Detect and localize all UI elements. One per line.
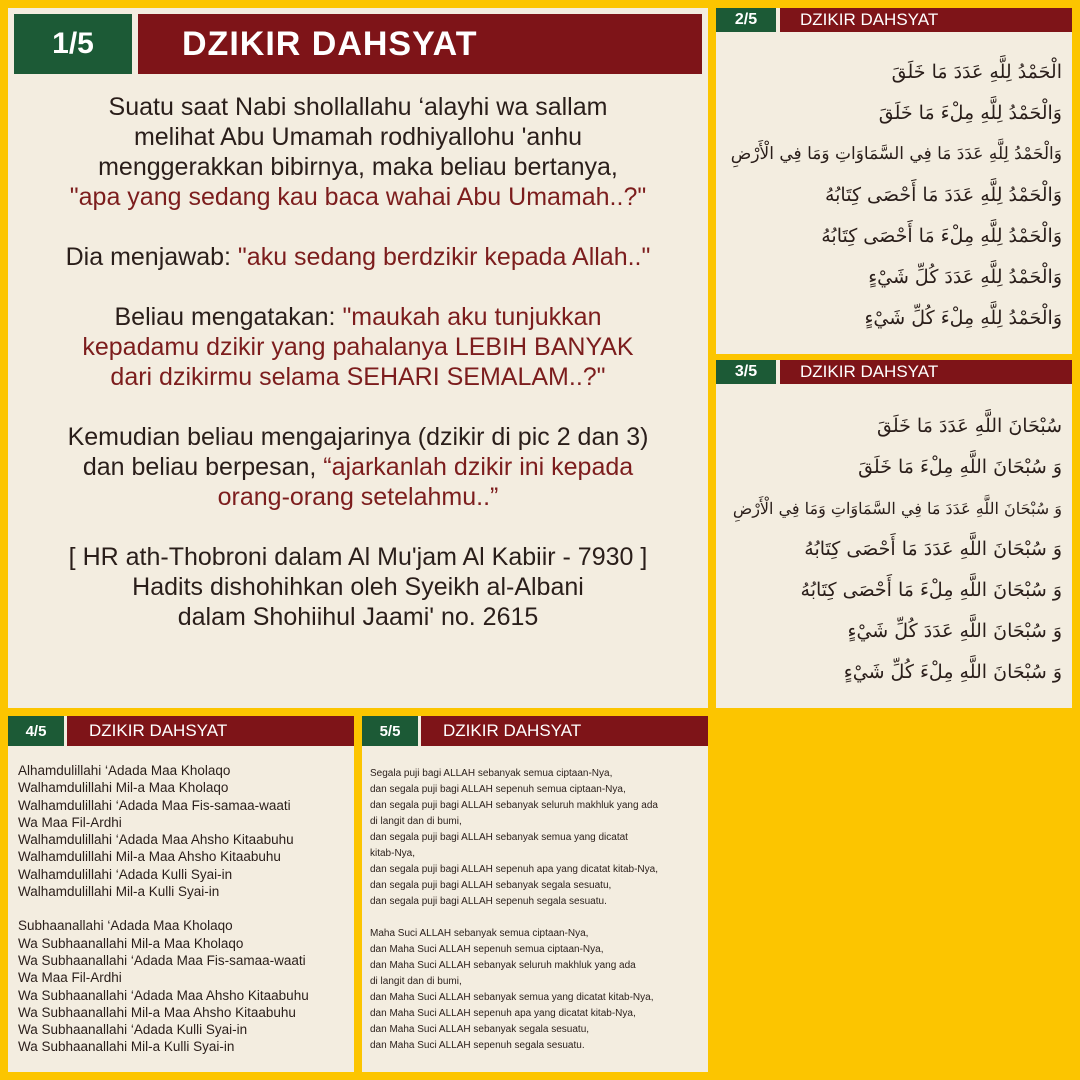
reference-line: dalam Shohiihul Jaami' no. 2615: [177, 603, 539, 631]
translation-line: dan Maha Suci ALLAH sepenuh segala sesuatu.: [370, 1040, 585, 1051]
quote-line: kepadamu dzikir yang pahalanya LEBIH BANYAK: [82, 333, 634, 361]
translation-line: kitab-Nya,: [370, 848, 416, 859]
translation-line: di langit dan di bumi,: [370, 816, 462, 827]
text-line: melihat Abu Umamah rodhiyallohu 'anhu: [133, 123, 583, 151]
panel-number: 5/5: [362, 716, 418, 746]
transliteration-line: Wa Subhaanallahi Mil-a Maa Ahsho Kitaabuhu: [18, 1004, 296, 1020]
translation-line: Maha Suci ALLAH sebanyak semua ciptaan-Nya,: [370, 928, 589, 939]
arabic-line: وَالْحَمْدُ لِلَّهِ مِلْءَ كُلِّ شَيْءٍ: [864, 307, 1062, 329]
arabic-line: وَالْحَمْدُ لِلَّهِ عَدَدَ كُلِّ شَيْءٍ: [868, 266, 1062, 288]
lead-text: Dia menjawab:: [65, 243, 238, 271]
translation-line: dan Maha Suci ALLAH sebanyak segala sesuatu,: [370, 1024, 590, 1035]
panel-5: [362, 716, 708, 1072]
panel-title: DZIKIR DAHSYAT: [67, 716, 354, 746]
arabic-line: وَالْحَمْدُ لِلَّهِ مِلْءَ مَا خَلَقَ: [878, 102, 1062, 124]
translation-line: dan segala puji bagi ALLAH sebanyak seluruh makhluk yang ada: [370, 800, 658, 811]
spacer: [18, 212, 698, 242]
transliteration-line: Walhamdulillahi ‘Adada Maa Fis-samaa-waati: [18, 797, 291, 813]
quote-text: "aku sedang berdzikir kepada Allah..": [237, 243, 651, 271]
transliteration-line: Alhamdulillahi ‘Adada Maa Kholaqo: [18, 763, 231, 778]
spacer: [18, 512, 698, 542]
arabic-line: وَالْحَمْدُ لِلَّهِ مِلْءَ مَا أَحْصَى كِتَابُهُ: [821, 225, 1062, 247]
panel-1: [8, 8, 708, 708]
arabic-line: وَ سُبْحَانَ اللَّهِ مِلْءَ كُلِّ شَيْءٍ: [843, 661, 1062, 683]
panel-title: DZIKIR DAHSYAT: [780, 360, 1072, 384]
arabic-line: وَ سُبْحَانَ اللَّهِ مِلْءَ مَا أَحْصَى كِتَابُهُ: [800, 579, 1062, 601]
translation-line: dan segala puji bagi ALLAH sepenuh apa yang dicatat kitab-Nya,: [370, 864, 658, 875]
translation-line: dan Maha Suci ALLAH sepenuh apa yang dicatat kitab-Nya,: [370, 1008, 636, 1019]
arabic-line: وَ سُبْحَانَ اللَّهِ عَدَدَ مَا فِي السَّمَاوَاتِ وَمَا فِي الْأَرْضِ: [732, 499, 1062, 518]
arabic-dhikr-list: [720, 406, 1062, 693]
panel-title: DZIKIR DAHSYAT: [780, 8, 1072, 32]
panel-1-content: [18, 92, 698, 632]
transliteration-line: Walhamdulillahi ‘Adada Maa Ahsho Kitaabuhu: [18, 832, 294, 848]
arabic-line: وَ سُبْحَانَ اللَّهِ مِلْءَ مَا خَلَقَ: [858, 456, 1062, 478]
transliteration-line: Wa Maa Fil-Ardhi: [18, 814, 122, 830]
text-line: [18, 302, 698, 332]
translation-line: dan segala puji bagi ALLAH sepenuh segala sesuatu.: [370, 896, 607, 907]
translation-line: di langit dan di bumi,: [370, 976, 462, 987]
panel-4: [8, 716, 354, 1072]
translation-list: [370, 766, 658, 1054]
text-line: Suatu saat Nabi shollallahu ‘alayhi wa sallam: [108, 93, 608, 121]
transliteration-list: [18, 762, 309, 1056]
transliteration-line: Subhaanallahi ‘Adada Maa Kholaqo: [18, 918, 233, 934]
translation-line: dan Maha Suci ALLAH sebanyak semua yang dicatat kitab-Nya,: [370, 992, 654, 1003]
panel-2: [716, 8, 1072, 354]
lead-text: dan beliau berpesan,: [82, 453, 324, 481]
panel-title: DZIKIR DAHSYAT: [138, 14, 702, 74]
transliteration-line: Walhamdulillahi Mil-a Maa Ahsho Kitaabuhu: [18, 849, 281, 865]
spacer: [18, 392, 698, 422]
arabic-line: سُبْحَانَ اللَّهِ عَدَدَ مَا خَلَقَ: [877, 415, 1062, 437]
reference-line: Hadits dishohihkan oleh Syeikh al-Albani: [132, 573, 584, 601]
transliteration-line: Wa Subhaanallahi ‘Adada Maa Ahsho Kitaabuhu: [18, 987, 309, 1003]
translation-line: dan Maha Suci ALLAH sebanyak seluruh makhluk yang ada: [370, 960, 636, 971]
arabic-line: وَ سُبْحَانَ اللَّهِ عَدَدَ مَا أَحْصَى كِتَابُهُ: [804, 538, 1062, 560]
panel-number: 3/5: [716, 360, 776, 384]
panel-number: 1/5: [14, 14, 132, 74]
text-line: [18, 452, 698, 482]
reference-line: [ HR ath-Thobroni dalam Al Mu'jam Al Kabiir - 7930 ]: [68, 543, 648, 571]
quote-line: dari dzikirmu selama SEHARI SEMALAM..?": [110, 363, 606, 391]
transliteration-line: Wa Subhaanallahi ‘Adada Kulli Syai-in: [18, 1022, 248, 1038]
transliteration-line: Wa Subhaanallahi Mil-a Kulli Syai-in: [18, 1039, 235, 1055]
spacer: [18, 272, 698, 302]
quote-text: “ajarkanlah dzikir ini kepada: [323, 453, 634, 481]
spacer: [18, 900, 309, 917]
panel-title: DZIKIR DAHSYAT: [421, 716, 708, 746]
quote-line: orang-orang setelahmu..”: [217, 483, 499, 511]
panel-number: 2/5: [716, 8, 776, 32]
panel-1-header: [14, 14, 702, 74]
quote-text: "maukah aku tunjukkan: [342, 303, 602, 331]
text-line: [18, 242, 698, 272]
transliteration-line: Walhamdulillahi Mil-a Maa Kholaqo: [18, 780, 229, 796]
translation-line: Segala puji bagi ALLAH sebanyak semua ciptaan-Nya,: [370, 768, 613, 779]
transliteration-line: Walhamdulillahi Mil-a Kulli Syai-in: [18, 884, 220, 900]
transliteration-line: Wa Subhaanallahi ‘Adada Maa Fis-samaa-waati: [18, 952, 306, 968]
arabic-dhikr-list: [720, 52, 1062, 339]
arabic-line: وَالْحَمْدُ لِلَّهِ عَدَدَ مَا فِي السَّمَاوَاتِ وَمَا فِي الْأَرْضِ: [730, 144, 1062, 164]
quote-line: "apa yang sedang kau baca wahai Abu Umamah..?": [69, 183, 647, 211]
text-line: Kemudian beliau mengajarinya (dzikir di pic 2 dan 3): [67, 423, 649, 451]
arabic-line: وَ سُبْحَانَ اللَّهِ عَدَدَ كُلِّ شَيْءٍ: [847, 620, 1062, 642]
panel-4-header: [8, 716, 354, 746]
text-line: menggerakkan bibirnya, maka beliau bertanya,: [98, 153, 618, 181]
arabic-line: وَالْحَمْدُ لِلَّهِ عَدَدَ مَا أَحْصَى كِتَابُهُ: [824, 184, 1062, 206]
lead-text: Beliau mengatakan:: [114, 303, 343, 331]
translation-line: dan segala puji bagi ALLAH sepenuh semua ciptaan-Nya,: [370, 784, 626, 795]
translation-line: dan segala puji bagi ALLAH sebanyak segala sesuatu,: [370, 880, 612, 891]
panel-3-header: [716, 360, 1072, 384]
spacer: [370, 910, 658, 926]
panel-5-header: [362, 716, 708, 746]
panel-3: [716, 360, 1072, 708]
translation-line: dan segala puji bagi ALLAH sebanyak semua yang dicatat: [370, 832, 628, 843]
transliteration-line: Wa Maa Fil-Ardhi: [18, 970, 122, 986]
arabic-line: الْحَمْدُ لِلَّهِ عَدَدَ مَا خَلَقَ: [891, 61, 1062, 83]
translation-line: dan Maha Suci ALLAH sepenuh semua ciptaan-Nya,: [370, 944, 604, 955]
panel-number: 4/5: [8, 716, 64, 746]
transliteration-line: Walhamdulillahi ‘Adada Kulli Syai-in: [18, 866, 233, 882]
panel-2-header: [716, 8, 1072, 32]
transliteration-line: Wa Subhaanallahi Mil-a Maa Kholaqo: [18, 935, 244, 951]
